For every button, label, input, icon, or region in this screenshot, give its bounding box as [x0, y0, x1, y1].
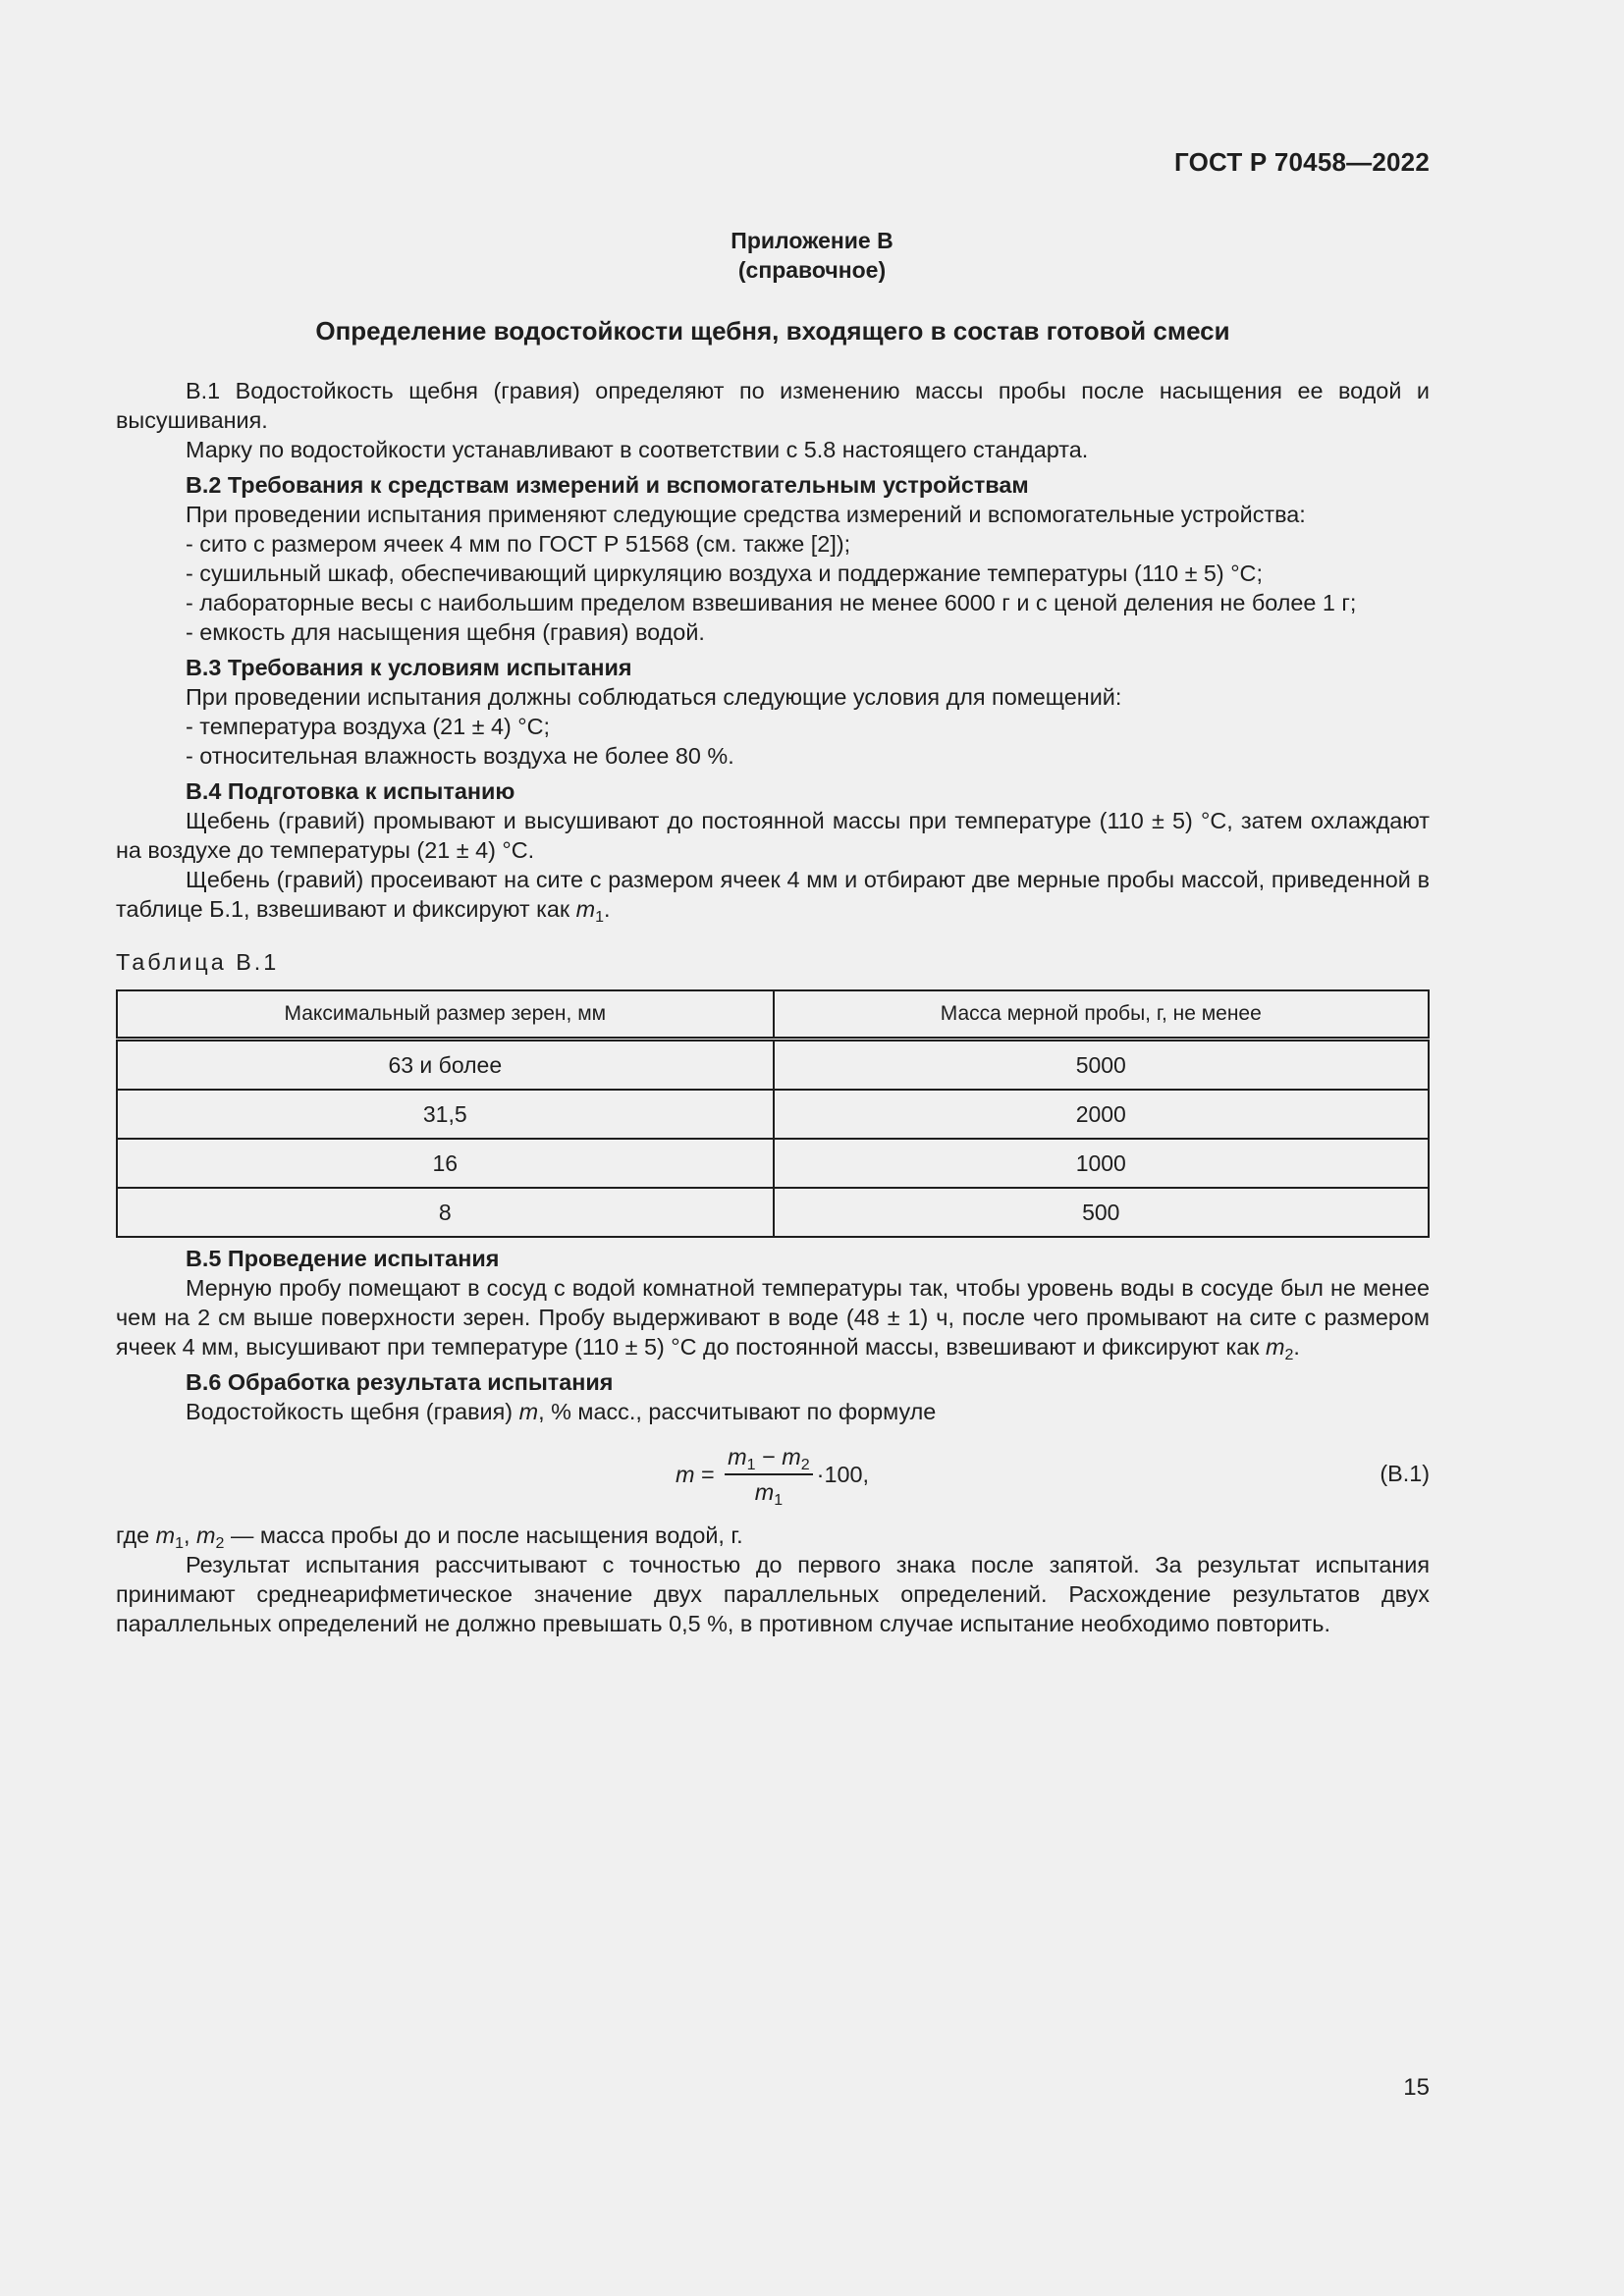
paragraph-text: где — [116, 1522, 156, 1548]
section-title: Определение водостойкости щебня, входящего в состав готовой смеси — [315, 316, 1230, 346]
paragraph-where — [116, 1521, 1430, 1550]
list-item: - температура воздуха (21 ± 4) °С; — [186, 714, 551, 739]
variable-m: m — [155, 1522, 176, 1548]
heading-b3: В.3 Требования к условиям испытания — [186, 655, 632, 680]
heading-b5: В.5 Проведение испытания — [186, 1246, 500, 1271]
page-number: 15 — [1403, 2074, 1430, 2101]
table-row — [117, 1139, 1429, 1188]
paragraph-text: Водостойкость щебня (гравия) — [186, 1399, 519, 1424]
paragraph-text: , % масс., рассчитывают по формуле — [538, 1399, 937, 1424]
document-id-header: ГОСТ Р 70458—2022 — [1174, 147, 1430, 177]
paragraph-b4-wash: Щебень (гравий) промывают и высушивают до постоянной массы при температуре (110 ± 5) °С, затем охлаждают на воздухе до температуры (21 ± 4) °С. — [116, 808, 1430, 863]
heading-b6: В.6 Обработка результата испытания — [186, 1369, 614, 1395]
variable-m: m — [728, 1444, 747, 1469]
table-cell: 16 — [117, 1139, 774, 1188]
subscript: 2 — [1284, 1347, 1294, 1363]
subscript: 2 — [215, 1535, 225, 1552]
minus-sign: − — [755, 1444, 783, 1469]
table-row — [117, 1188, 1429, 1237]
heading-b4: В.4 Подготовка к испытанию — [186, 778, 515, 804]
paragraph-text: Мерную пробу помещают в сосуд с водой комнатной температуры так, чтобы уровень воды в сосуде был не менее чем на 2 см выше поверхности зерен. Пробу выдерживают в воде (48 ± 1) ч, после чего промывают на сите с размером ячеек 4 мм, высушивают при температуре (110 ± 5) °С до постоянной массы, взвешивают и фиксируют как — [116, 1275, 1430, 1360]
table-cell: 31,5 — [117, 1090, 774, 1139]
variable-m: m — [575, 896, 596, 922]
paragraph-b2-intro: При проведении испытания применяют следующие средства измерений и вспомогательные устройства: — [186, 502, 1306, 527]
list-item: - сито с размером ячеек 4 мм по ГОСТ Р 51568 (см. также [2]); — [186, 531, 851, 557]
appendix-subtitle: (справочное) — [737, 257, 887, 283]
punctuation: . — [1293, 1334, 1300, 1360]
heading-b2: В.2 Требования к средствам измерений и вспомогательным устройствам — [186, 472, 1029, 498]
punctuation: , — [184, 1522, 197, 1548]
paragraph-b5-procedure — [116, 1273, 1430, 1362]
formula-number: (В.1) — [1380, 1461, 1430, 1486]
variable-m: m — [196, 1522, 216, 1548]
paragraph-b3-intro: При проведении испытания должны соблюдаться следующие условия для помещений: — [186, 684, 1122, 710]
fraction-denominator — [755, 1475, 783, 1507]
formula-tail: ·100, — [816, 1462, 869, 1487]
subscript: 1 — [175, 1535, 185, 1552]
table-cell: 500 — [774, 1188, 1429, 1237]
formula-b1 — [116, 1432, 1430, 1521]
table-caption: Таблица В.1 — [116, 949, 280, 975]
column-header-grain-size: Максимальный размер зерен, мм — [117, 990, 774, 1040]
subscript: 1 — [774, 1492, 784, 1509]
table-cell: 8 — [117, 1188, 774, 1237]
appendix-title: Приложение В — [731, 228, 893, 253]
paragraph-b1-grade: Марку по водостойкости устанавливают в соответствии с 5.8 настоящего стандарта. — [186, 437, 1089, 462]
sample-mass-table — [116, 989, 1430, 1238]
punctuation: . — [604, 896, 611, 922]
paragraph-b6-result: Результат испытания рассчитывают с точностью до первого знака после запятой. За результат испытания принимают среднеарифметическое значение двух параллельных определений. Расхождение результатов двух параллельных определений не должно превышать 0,5 %, в противном случае испытание необходимо повторить. — [116, 1552, 1430, 1636]
equals-sign: = — [694, 1462, 722, 1487]
variable-m: m — [518, 1399, 539, 1424]
variable-m: m — [782, 1444, 801, 1469]
paragraph-b1: В.1 Водостойкость щебня (гравия) определяют по изменению массы пробы после насыщения ее водой и высушивания. — [116, 378, 1430, 433]
list-item: - емкость для насыщения щебня (гравия) водой. — [186, 619, 705, 645]
subscript: 1 — [746, 1457, 756, 1473]
column-header-sample-mass: Масса мерной пробы, г, не менее — [774, 990, 1429, 1040]
table-cell: 2000 — [774, 1090, 1429, 1139]
list-item: - относительная влажность воздуха не более 80 %. — [186, 743, 734, 769]
list-item: - сушильный шкаф, обеспечивающий циркуляцию воздуха и поддержание температуры (110 ± 5) °С; — [186, 561, 1263, 586]
table-row — [117, 1090, 1429, 1139]
formula-expression — [676, 1442, 869, 1507]
table-row — [117, 1040, 1429, 1091]
variable-m: m — [1265, 1334, 1285, 1360]
table-cell: 63 и более — [117, 1040, 774, 1091]
table-cell: 5000 — [774, 1040, 1429, 1091]
list-item: - лабораторные весы с наибольшим пределом взвешивания не менее 6000 г и с ценой деления не более 1 г; — [186, 590, 1357, 615]
paragraph-text: — масса пробы до и после насыщения водой, г. — [224, 1522, 743, 1548]
subscript: 2 — [800, 1457, 810, 1473]
fraction-numerator — [725, 1442, 812, 1475]
variable-m: m — [754, 1479, 775, 1505]
variable-m: m — [676, 1462, 695, 1487]
paragraph-b6-intro — [116, 1397, 1430, 1426]
paragraph-text: Щебень (гравий) просеивают на сите с размером ячеек 4 мм и отбирают две мерные пробы массой, приведенной в таблице Б.1, взвешивают и фиксируют как — [116, 867, 1430, 922]
table-cell: 1000 — [774, 1139, 1429, 1188]
subscript: 1 — [595, 909, 605, 926]
paragraph-b4-sieve — [116, 865, 1430, 924]
table-header-row — [117, 990, 1429, 1040]
fraction — [725, 1442, 812, 1507]
document-body — [116, 376, 1430, 1638]
